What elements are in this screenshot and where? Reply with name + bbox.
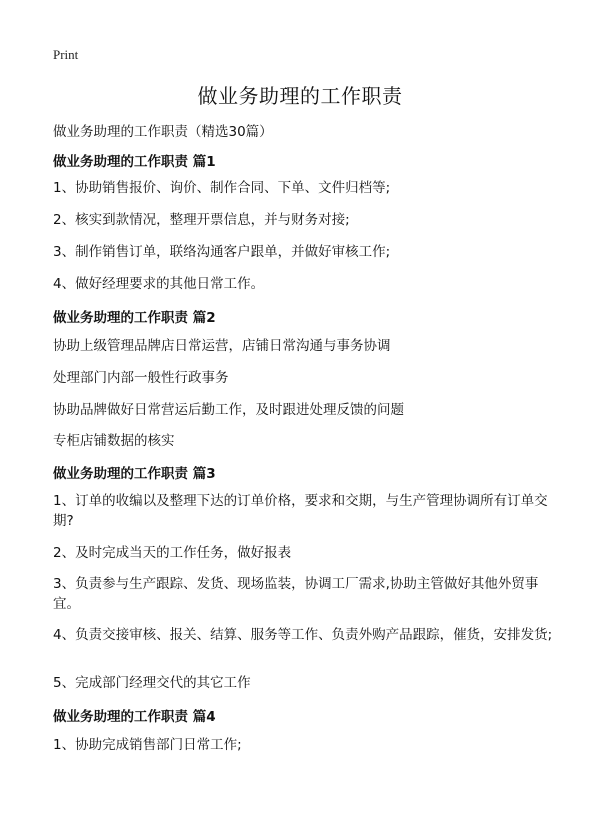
section-heading: 做业务助理的工作职责 篇4 [53,709,216,725]
section-heading: 做业务助理的工作职责 篇1 [53,154,216,170]
document-subtitle: 做业务助理的工作职责（精选30篇） [53,124,273,140]
section-heading: 做业务助理的工作职责 篇3 [53,466,216,482]
list-item: 处理部门内部一般性行政事务 [53,370,229,386]
print-link[interactable]: Print [53,47,79,62]
list-item: 1、订单的收编以及整理下达的订单价格，要求和交期，与生产管理协调所有订单交期? [53,493,548,529]
list-item: 5、完成部门经理交代的其它工作 [53,675,251,691]
list-item: 3、制作销售订单，联络沟通客户跟单，并做好审核工作; [53,244,391,260]
list-item: 协助品牌做好日常营运后勤工作，及时跟进处理反馈的问题 [53,402,404,418]
list-item: 3、负责参与生产跟踪、发货、现场监装，协调工厂需求,协助主管做好其他外贸事宜。 [53,576,539,612]
list-item: 4、做好经理要求的其他日常工作。 [53,276,265,292]
list-item: 2、及时完成当天的工作任务，做好报表 [53,545,292,561]
page-title: 做业务助理的工作职责 [197,84,403,108]
list-item: 协助上级管理品牌店日常运营，店铺日常沟通与事务协调 [53,338,391,354]
list-item: 1、协助销售报价、询价、制作合同、下单、文件归档等; [53,180,391,196]
list-item: 2、核实到款情况，整理开票信息，并与财务对接; [53,212,350,228]
list-item: 4、负责交接审核、报关、结算、服务等工作、负责外购产品跟踪，催货，安排发货; [53,627,553,643]
list-item: 专柜店铺数据的核实 [53,433,175,449]
list-item: 1、协助完成销售部门日常工作; [53,737,242,753]
section-heading: 做业务助理的工作职责 篇2 [53,310,216,326]
